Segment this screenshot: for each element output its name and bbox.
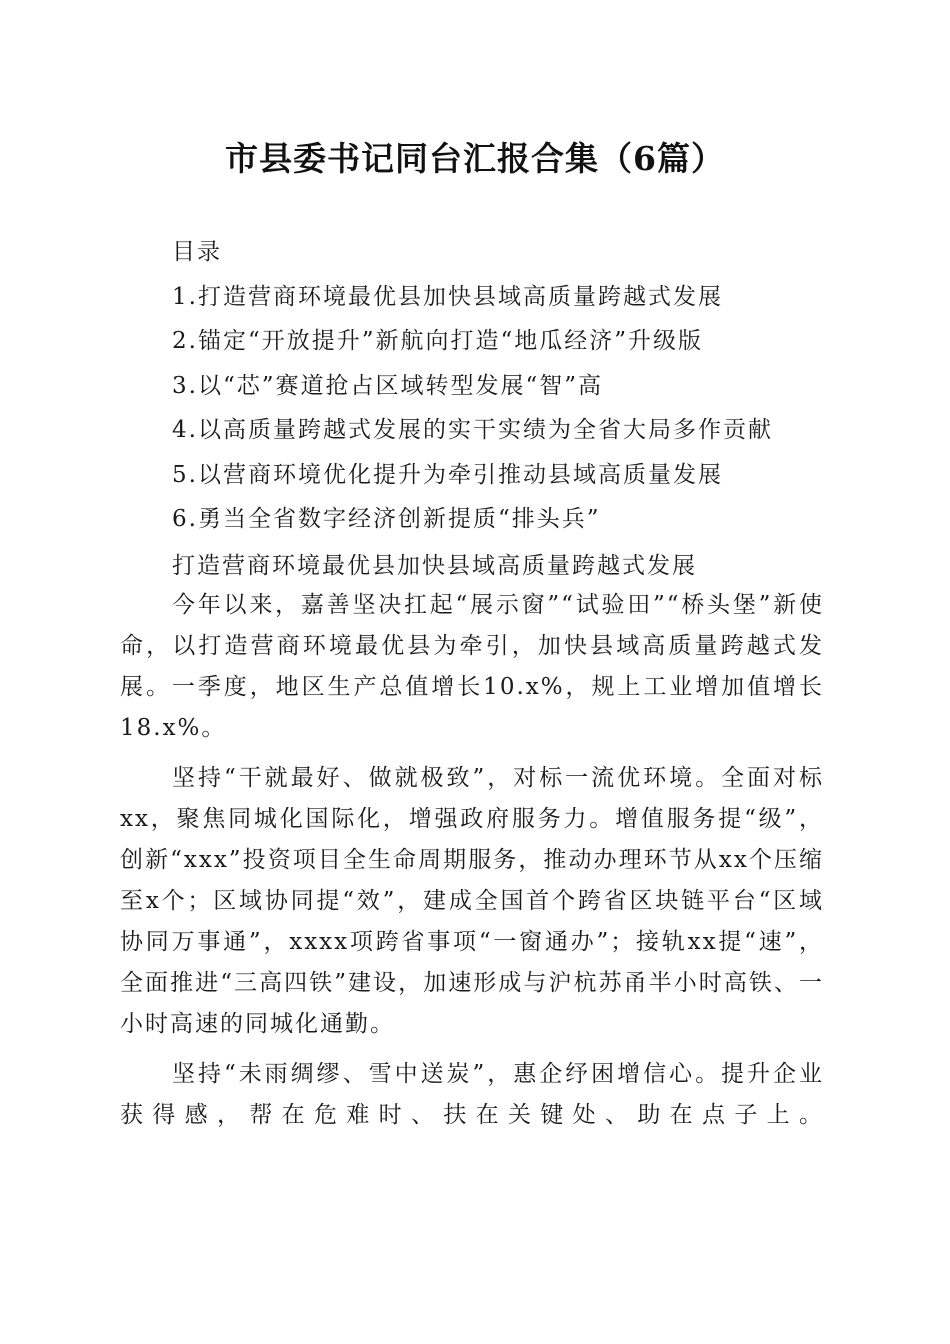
article-body [120,585,824,1136]
article-heading: 打造营商环境最优县加快县域高质量跨越式发展 [172,553,697,579]
toc-heading: 目录 [172,239,222,265]
toc-item: 2.锚定“开放提升”新航向打造“地瓜经济”升级版 [172,328,703,354]
body-paragraph: 坚持“未雨绸缪、雪中送炭”，惠企纾困增信心。提升企业获得感，帮在危难时、扶在关键处、助在点子上。 [120,1061,824,1128]
toc-item: 3.以“芯”赛道抢占区域转型发展“智”高 [172,372,603,399]
body-paragraph: 坚持“干就最好、做就极致”，对标一流优环境。全面对标xx，聚焦同城化国际化，增强政府服务力。增值服务提“级”，创新“xxx”投资项目全生命周期服务，推动办理环节从xx个压缩至x个；区域协同提“效”，建成全国首个跨省区块链平台“区域协同万事通”，xxxx项跨省事项“一窗通办”；接轨xx提“速”，全面推进“三高四铁”建设，加速形成与沪杭苏甬半小时高铁、一小时高速的同城化通勤。 [120,765,824,1037]
toc-item: 1.打造营商环境最优县加快县域高质量跨越式发展 [172,283,723,310]
toc-item: 6.勇当全省数字经济创新提质“排头兵” [172,506,601,532]
toc-item: 4.以高质量跨越式发展的实干实绩为全省大局多作贡献 [172,417,773,443]
table-of-contents [172,230,852,542]
body-paragraph: 今年以来，嘉善坚决扛起“展示窗”“试验田”“桥头堡”新使命，以打造营商环境最优县为牵引，加快县域高质量跨越式发展。一季度，地区生产总值增长10.x%，规上工业增加值增长18.x%。 [120,592,824,741]
document-title: 市县委书记同台汇报合集（6篇） [225,139,725,178]
toc-item: 5.以营商环境优化提升为牵引推动县域高质量发展 [172,461,723,488]
